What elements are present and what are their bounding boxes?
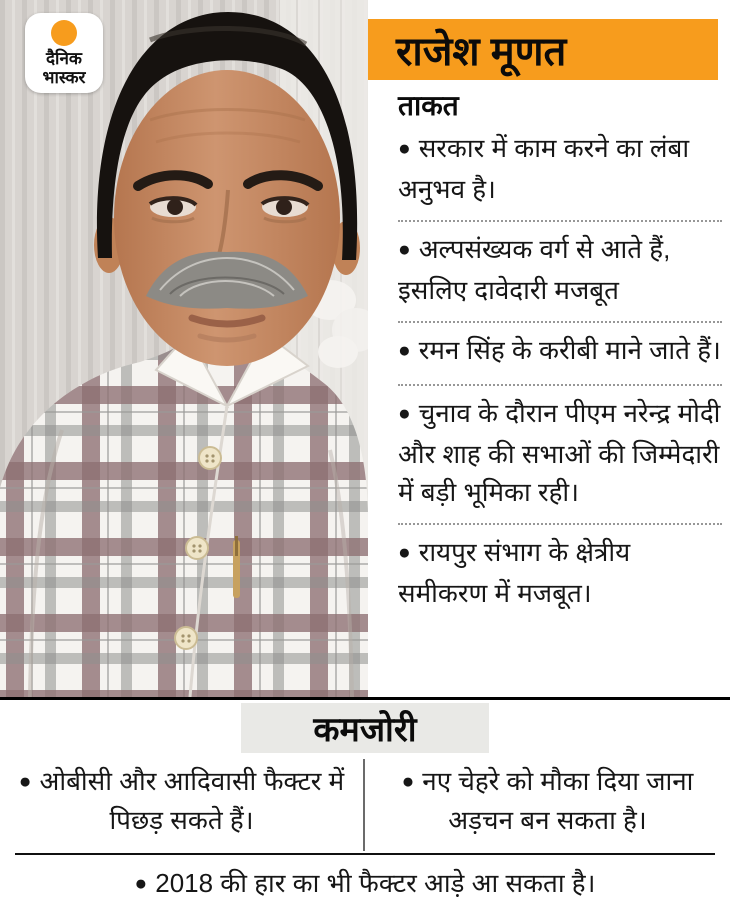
weaknesses-heading: कमजोरी: [241, 703, 489, 753]
weakness-text: 2018 की हार का भी फैक्टर आड़े आ सकता है।: [155, 868, 596, 898]
bullet-icon: ●: [398, 137, 411, 160]
weakness-text: नए चेहरे को मौका दिया जाना अड़चन बन सकता है।: [422, 766, 694, 835]
strengths-panel: [368, 0, 730, 697]
weakness-text: ओबीसी और आदिवासी फैक्टर में पिछड़ सकते हैं।: [39, 766, 345, 835]
strength-text: रमन सिंह के करीबी माने जाते हैं।: [418, 335, 721, 365]
dainik-bhaskar-logo: [25, 13, 103, 93]
bullet-icon: ●: [134, 872, 148, 895]
strength-item: [398, 386, 722, 525]
strength-text: चुनाव के दौरान पीएम नरेन्द्र मोदी और शाह की सभाओं की जिम्मेदारी में बड़ी भूमिका रही।: [398, 398, 721, 507]
bullet-icon: ●: [398, 402, 411, 425]
weaknesses-section: [0, 697, 730, 920]
strength-text: सरकार में काम करने का लंबा अनुभव है।: [398, 133, 690, 204]
portrait-illustration: [0, 0, 368, 697]
strength-item: [398, 525, 722, 624]
politician-photo: [0, 0, 368, 697]
strength-text: रायपुर संभाग के क्षेत्रीय समीकरण में मजबूत।: [398, 537, 631, 608]
strengths-heading: ताकत: [398, 90, 459, 121]
strength-item: [398, 121, 722, 222]
strengths-list: [398, 121, 722, 624]
bullet-icon: ●: [398, 339, 411, 362]
strength-item: [398, 323, 722, 386]
title-bar: [368, 19, 718, 80]
logo-text-line1: दैनिक: [46, 48, 82, 68]
weakness-item-left: [0, 759, 365, 851]
weaknesses-columns: [0, 759, 730, 851]
weakness-item-bottom: [0, 855, 730, 904]
bullet-icon: ●: [401, 770, 415, 793]
weakness-item-right: [365, 759, 730, 851]
weaknesses-heading-wrap: [0, 703, 730, 753]
strength-text: अल्पसंख्यक वर्ग से आते हैं, इसलिए दावेदारी मजबूत: [398, 234, 671, 305]
person-name: राजेश मूणत: [396, 30, 567, 74]
sun-icon: [51, 20, 77, 46]
bullet-icon: ●: [398, 238, 411, 261]
logo-text-line2: भास्कर: [42, 67, 86, 87]
bullet-icon: ●: [398, 541, 411, 564]
bullet-icon: ●: [18, 770, 32, 793]
strength-item: [398, 222, 722, 323]
